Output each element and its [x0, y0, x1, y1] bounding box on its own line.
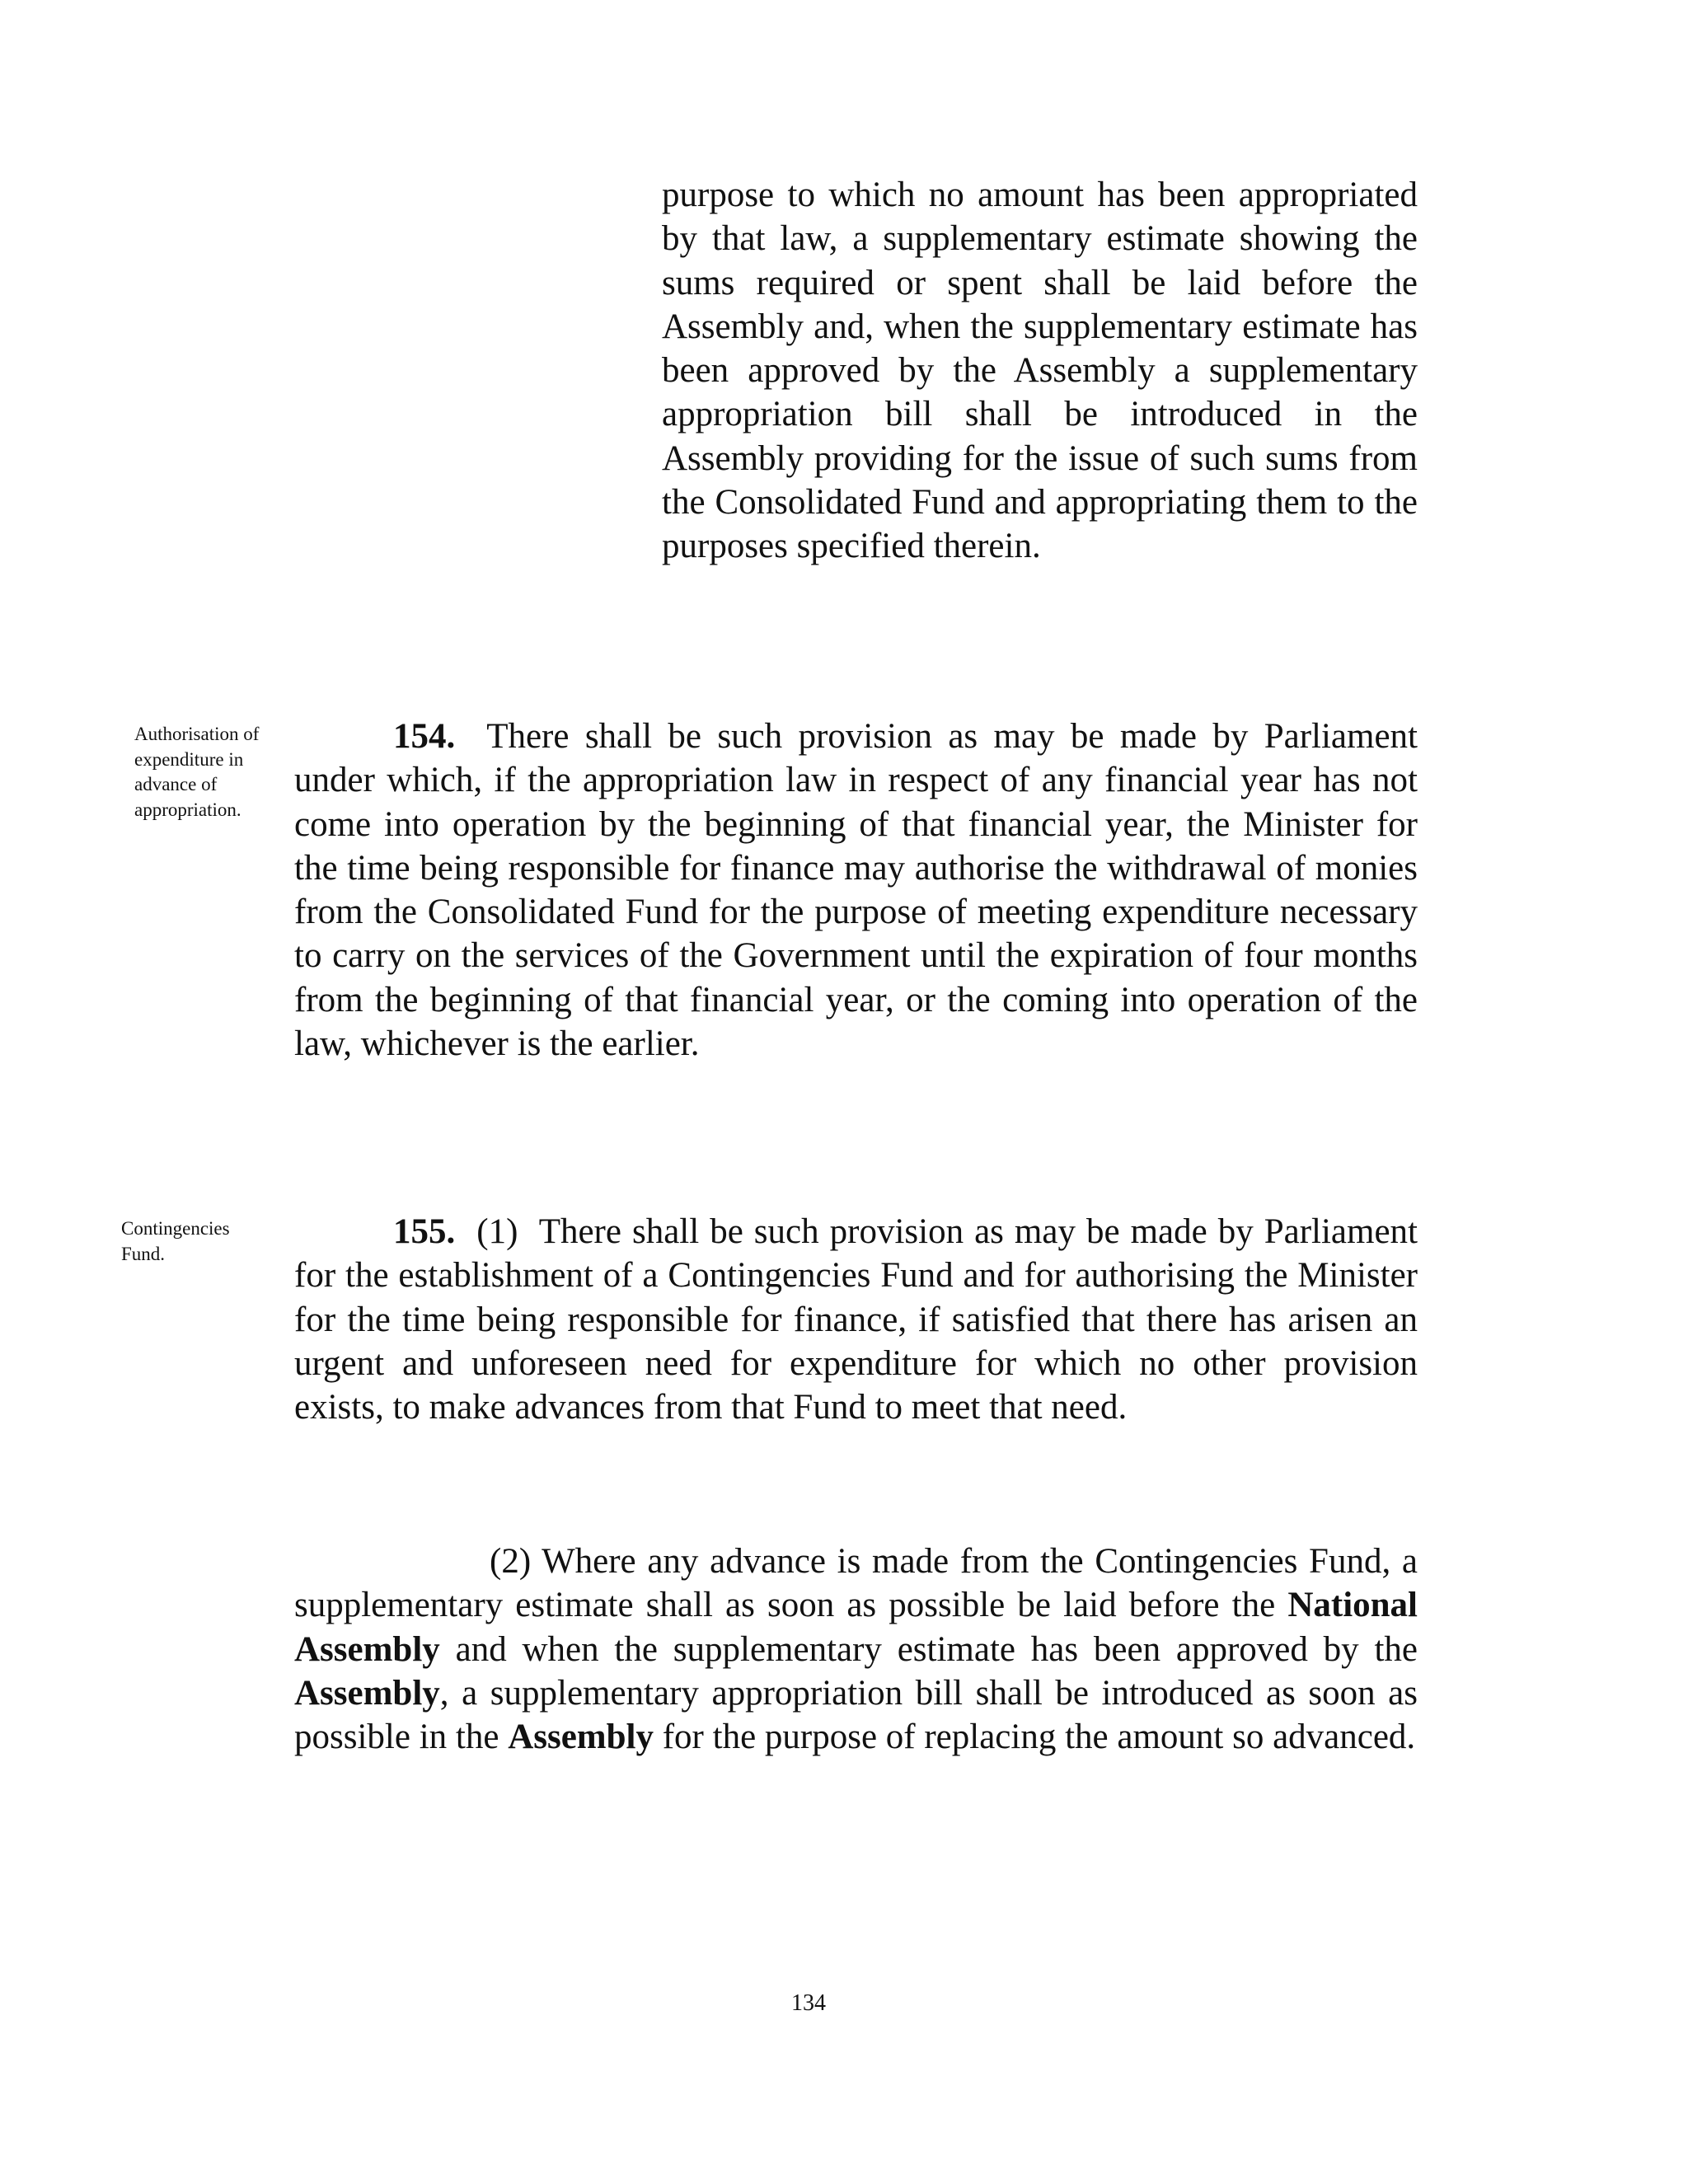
subsection-1-label: (1) [476, 1212, 518, 1251]
subsection-2-bold-national-assembly: National Assembly [294, 1586, 1418, 1669]
continued-paragraph [662, 173, 1418, 569]
margin-note-section-155: Contingencies Fund. [121, 1218, 230, 1264]
page-number: 134 [791, 1990, 826, 2016]
subsection-2-bold-assembly-1: Assembly [294, 1673, 440, 1713]
subsection-2-label: (2) [490, 1542, 532, 1581]
section-155-number: 155. [393, 1212, 456, 1251]
subsection-2-text-part-4: for the purpose of replacing the amount so advanced. [662, 1718, 1416, 1757]
continued-paragraph-text: purpose to which no amount has been appropriated by that law, a supplementary estimate showing the sums required or spent shall be laid before the Assembly and, when the supplementary estimate has been approved by the Assembly a supplementary appropriation bill shall be introduced in the Assembly providing for the issue of such sums from the Consolidated Fund and appropriating them to the purposes specified therein. [662, 176, 1418, 566]
subsection-2-text-part-1: Where any advance is made from the Contingencies Fund, a supplementary estimate shall as soon as possible be laid before the [294, 1542, 1418, 1625]
section-155-subsection-2 [294, 1540, 1418, 1759]
section-154-number: 154. [393, 717, 456, 756]
section-154-text: There shall be such provision as may be made by Parliament under which, if the appropriation law in respect of any financial year has not come into operation by the beginning of that financial year, the Minister for the time being responsible for finance may authorise the withdrawal of monies from the Consolidated Fund for the purpose of meeting expenditure necessary to carry on the services of the Government until the expiration of four months from the beginning of that financial year, or the coming into operation of the law, whichever is the earlier. [294, 717, 1418, 1064]
subsection-1-text: There shall be such provision as may be made by Parliament for the establishment of a Contingencies Fund and for authorising the Minister for the time being responsible for finance, if satisfied that there has arisen an urgent and unforeseen need for expenditure for which no other provision exists, to make advances from that Fund to meet that need. [294, 1212, 1418, 1427]
subsection-2-bold-assembly-2: Assembly [508, 1718, 654, 1757]
section-155-subsection-1 [294, 1210, 1418, 1429]
subsection-2-text-part-3: , a supplementary appropriation bill shall be introduced as soon as possible in the [294, 1673, 1418, 1757]
margin-note-section-154: Authorisation of expenditure in advance of appropriation. [134, 724, 260, 820]
subsection-2-text-part-2: and when the supplementary estimate has been approved by the [455, 1629, 1418, 1669]
section-154 [294, 715, 1418, 1066]
